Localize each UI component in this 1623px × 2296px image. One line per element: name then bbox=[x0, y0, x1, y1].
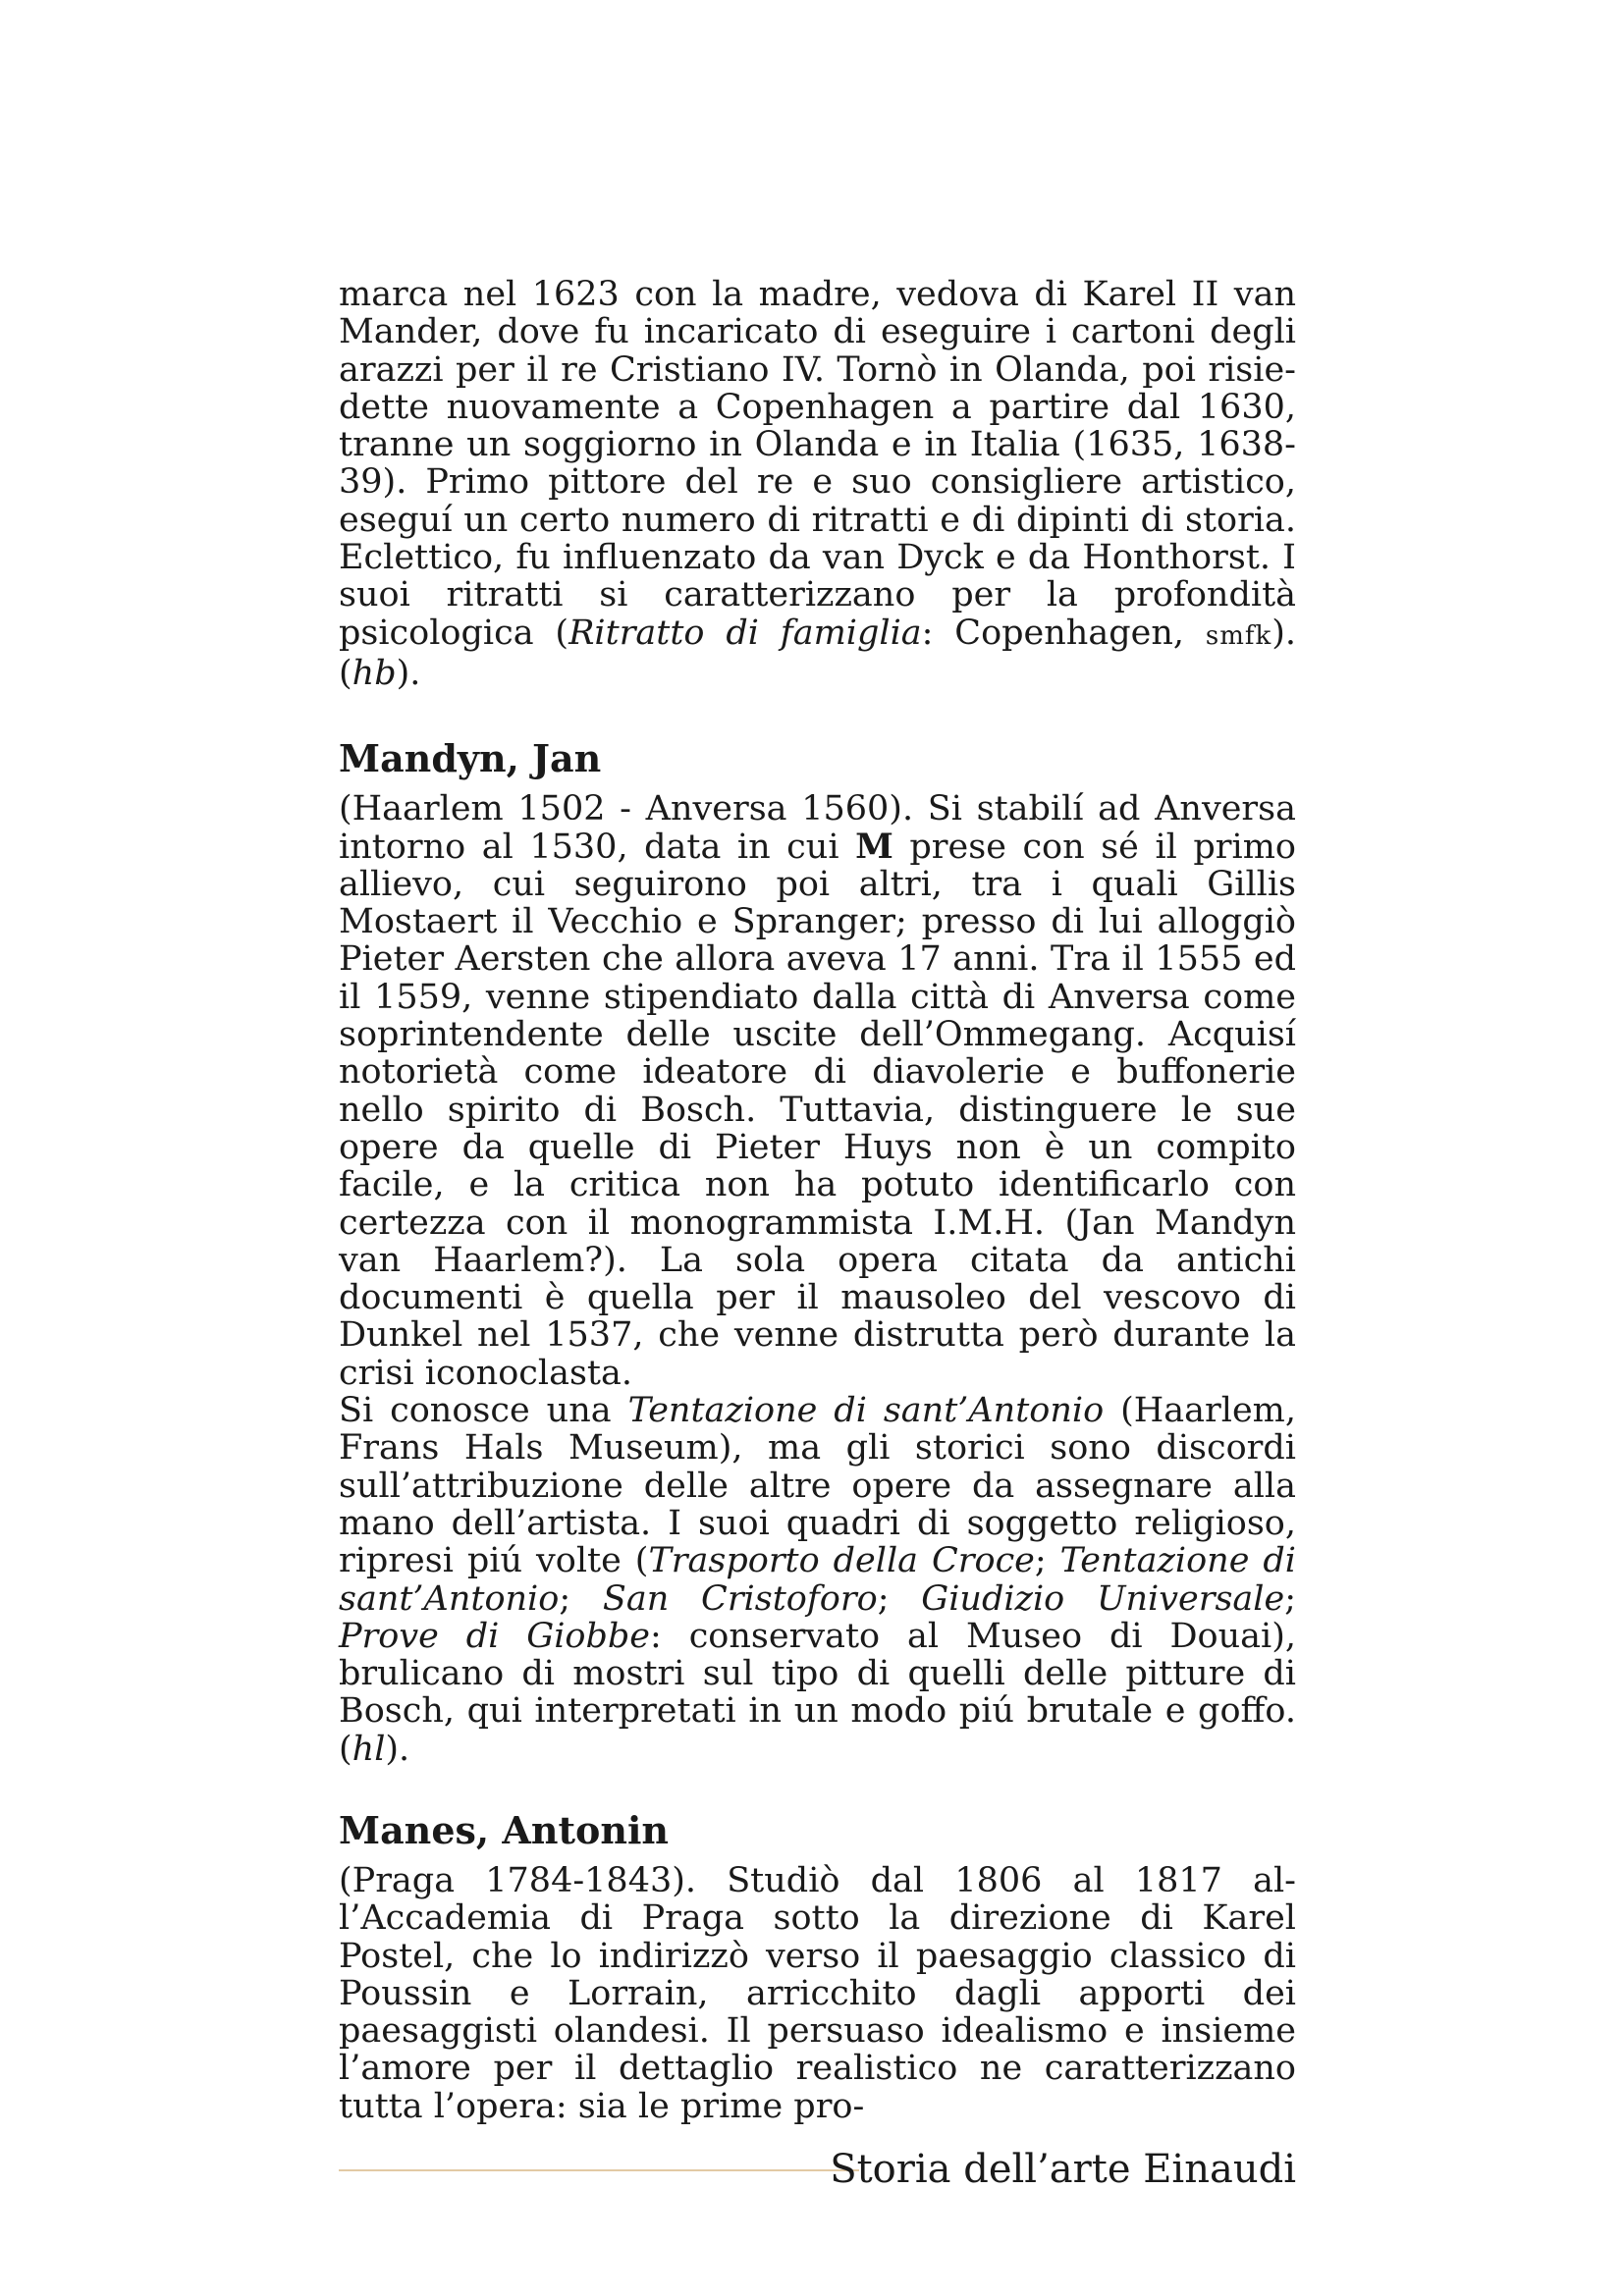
footer-title: Storia dell’arte Einaudi bbox=[830, 2147, 1296, 2192]
manes-paragraph-1: (Praga 1784-1843). Studiò dal 1806 al 1817 all’Accademia di Praga sotto la direzione di Karel Postel, che lo indirizzò verso il paesaggio classico di Poussin e Lorrain, arricchito dagli apporti dei paesaggisti olandesi. Il persuaso idealismo e insieme l’amore per il dettaglio realistico ne caratterizzano tutta l’opera: sia le prime pro- bbox=[339, 1860, 1296, 2126]
mandyn-paragraph-2: Si conosce una Tentazione di sant’Antonio (Haarlem, Frans Hals Museum), ma gli storici sono discordi sull’attribuzione delle altre opere da assegnare alla mano dell’artista. I suoi quadri di soggetto religioso, ripresi piú volte (Trasporto della Croce; Tentazione di sant’Antonio; San Cristoforo; Giudizio Universale; Prove di Giobbe: conservato al Museo di Douai), brulicano di mostri sul tipo di quelli delle pitture di Bosch, qui interpretati in un modo piú brutale e goffo. (hl). bbox=[339, 1391, 1297, 1769]
entry-title-mandyn: Mandyn, Jan bbox=[339, 736, 602, 781]
text-column bbox=[339, 276, 1296, 2125]
intro-paragraph: marca nel 1623 con la madre, vedova di Karel II van Mander, dove fu incaricato di eseguire i cartoni degli arazzi per il re Cristiano IV. Tornò in Olanda, poi risiedette nuovamente a Copenhagen a partire dal 1630, tranne un soggiorno in Olanda e in Italia (1635, 1638-39). Primo pittore del re e suo consigliere artistico, eseguí un certo numero di ritratti e di dipinti di storia. Eclettico, fu influenzato da van Dyck e da Honthorst. I suoi ritratti si caratterizzano per la profondità psicologica (Ritratto di famiglia: Copenhagen, smfk). (hb). bbox=[339, 275, 1297, 693]
entry-title-manes: Manes, Antonin bbox=[339, 1807, 670, 1852]
footer-rule bbox=[339, 2169, 859, 2171]
mandyn-paragraph-1: (Haarlem 1502 - Anversa 1560). Si stabilí ad Anversa intorno al 1530, data in cui M prese con sé il primo allievo, cui seguirono poi altri, tra i quali Gillis Mostaert il Vecchio e Spranger; presso di lui alloggiò Pieter Aersten che allora aveva 17 anni. Tra il 1555 ed il 1559, venne stipendiato dalla città di Anversa come soprintendente delle uscite dell’Ommegang. Acquisí notorietà come ideatore di diavolerie e buffonerie nello spirito di Bosch. Tuttavia, distinguere le sue opere da quelle di Pieter Huys non è un compito facile, e la critica non ha potuto identificarlo con certezza con il monogrammista I.M.H. (Jan Mandyn van Haarlem?). La sola opera citata da antichi documenti è quella per il mausoleo del vescovo di Dunkel nel 1537, che venne distrutta però durante la crisi iconoclasta. bbox=[339, 789, 1296, 1393]
